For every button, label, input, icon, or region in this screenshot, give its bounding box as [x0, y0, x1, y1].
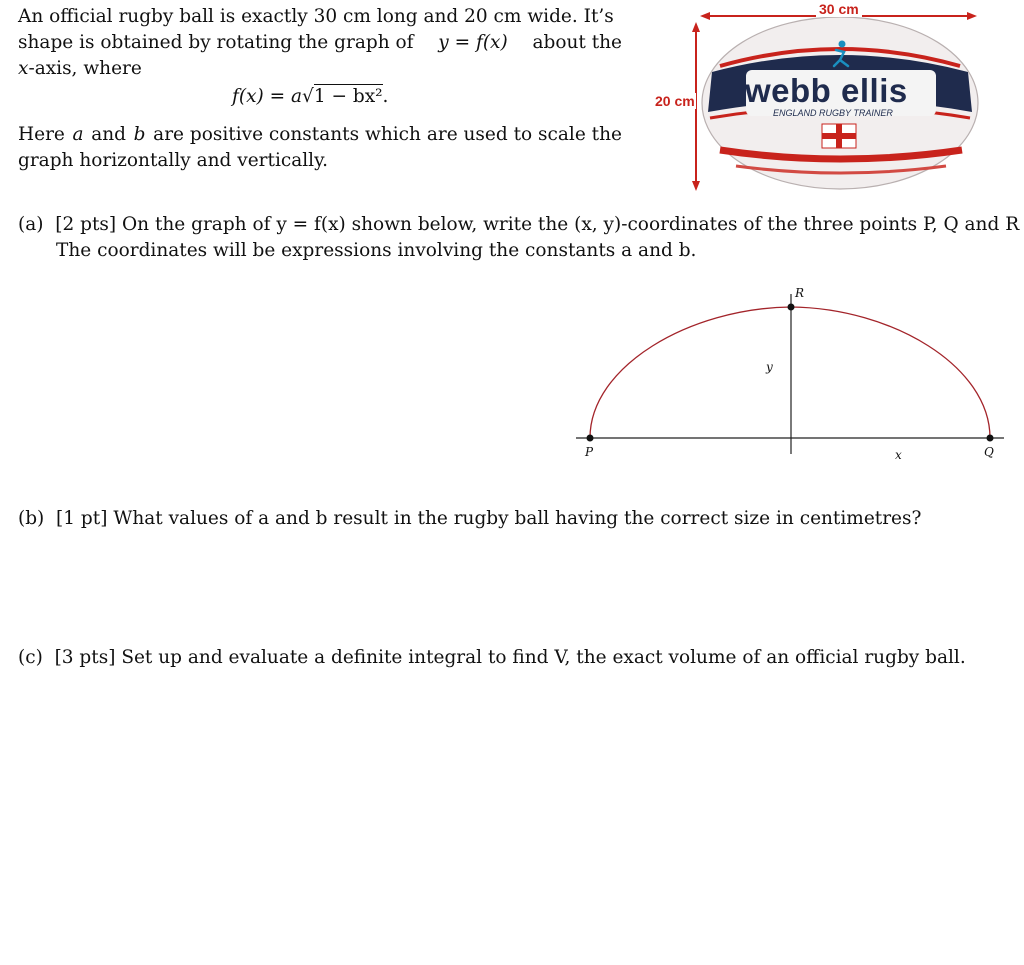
- intro-line-4-rest: are positive constants which are used to scale the: [153, 124, 622, 145]
- point-r: [788, 304, 795, 311]
- part-a-label: (a): [18, 214, 44, 235]
- function-formula: [232, 86, 388, 107]
- equals-sign: =: [454, 32, 471, 53]
- part-c-text: Set up and evaluate a definite integral to find V, the exact volume of an official rugby ball.: [121, 647, 966, 668]
- brand-subtitle: ENGLAND RUGBY TRAINER: [773, 108, 893, 118]
- problem-intro: [18, 4, 622, 82]
- graph-canvas: [570, 280, 1010, 470]
- formula-lhs: f(x) = a: [232, 86, 303, 107]
- var-a: a: [72, 124, 84, 145]
- part-c-label: (c): [18, 647, 43, 668]
- label-x: x: [895, 448, 902, 462]
- ellipse-curve: [590, 307, 990, 438]
- brand-wordmark: webb ellis: [745, 72, 908, 109]
- formula-end: .: [382, 86, 389, 107]
- label-y: y: [766, 360, 773, 374]
- intro-line-3: [18, 56, 622, 82]
- intro-line-2-end: about the: [532, 32, 622, 53]
- intro-line-1: An official rugby ball is exactly 30 cm long and 20 cm wide. It’s: [18, 6, 614, 27]
- point-p: [587, 435, 594, 442]
- part-b-label: (b): [18, 508, 45, 529]
- rugby-ball-figure: [650, 0, 995, 195]
- intro-line-2-text: shape is obtained by rotating the graph of: [18, 32, 414, 53]
- part-b-points: [1 pt]: [56, 508, 108, 529]
- part-a: [18, 212, 1019, 264]
- intro-line-3-text: -axis, where: [28, 58, 142, 79]
- part-a-line-2: The coordinates will be expressions involving the constants a and b.: [56, 240, 697, 261]
- intro-line-2-math: [438, 30, 507, 56]
- label-p: P: [585, 445, 594, 459]
- func-fx: f(x): [475, 32, 508, 53]
- part-b-text: What values of a and b result in the rugby ball having the correct size in centimetres?: [113, 508, 922, 529]
- part-c-points: [3 pts]: [54, 647, 116, 668]
- label-q: Q: [984, 445, 994, 459]
- intro-line-4: [18, 122, 622, 148]
- var-y: y: [438, 32, 449, 53]
- label-r: R: [795, 286, 805, 300]
- width-label: 20 cm: [655, 93, 695, 109]
- part-b: [18, 506, 921, 532]
- var-b: b: [133, 124, 146, 145]
- length-label: 30 cm: [816, 1, 862, 17]
- formula-radicand: 1 − bx²: [313, 86, 383, 107]
- part-c: [18, 645, 966, 671]
- intro-line-2: [18, 30, 622, 56]
- sqrt-sign: √: [302, 86, 314, 107]
- part-a-line-1: [18, 212, 1019, 238]
- intro-line-4-and: and: [91, 124, 127, 145]
- intro-line-5: graph horizontally and vertically.: [18, 150, 328, 171]
- intro-line-4-here: Here: [18, 124, 65, 145]
- part-a-points: [2 pts]: [55, 214, 117, 235]
- point-q: [987, 435, 994, 442]
- problem-intro-2: [18, 122, 622, 174]
- var-x: x: [18, 58, 29, 79]
- function-graph: [570, 280, 1010, 470]
- part-a-text-1: On the graph of y = f(x) shown below, write the (x, y)-coordinates of the three points P, Q and R: [121, 214, 1020, 235]
